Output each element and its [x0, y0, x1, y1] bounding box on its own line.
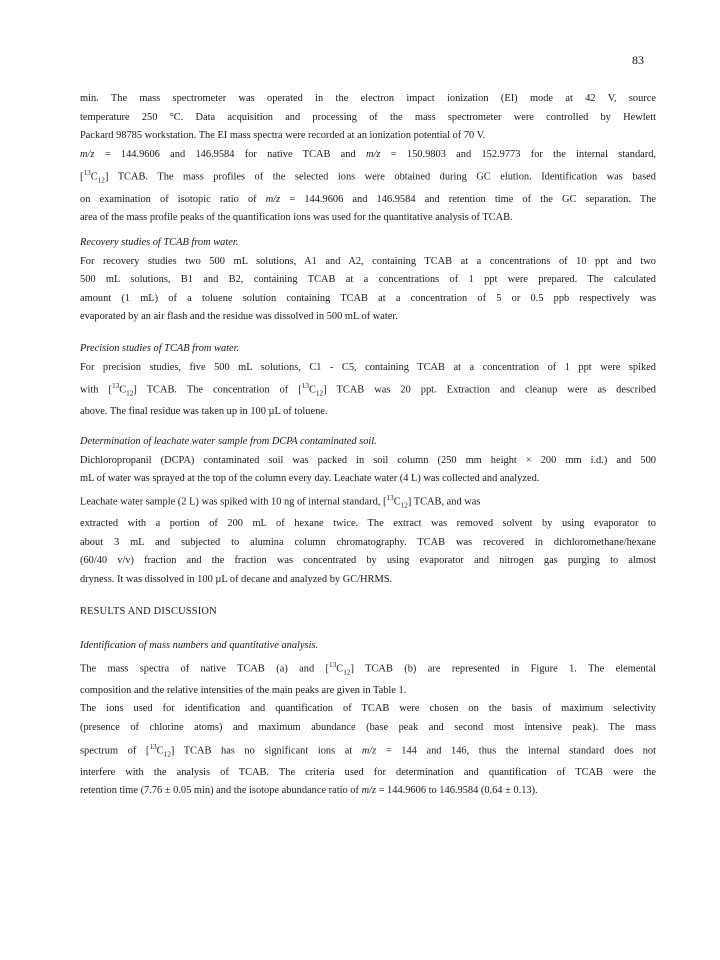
text-line: spectrum of $[^{13}C_{12}]$ TCAB has no significant ions at m/z = 144 and 146, thus the internal standard does not [80, 742, 656, 759]
intro-paragraph [80, 90, 656, 228]
text-line: area of the mass profile peaks of the quantification ions was used for the quantitative analysis of TCAB. [80, 212, 513, 224]
text-line: retention time (7.76 ± 0.05 min) and the isotope abundance ratio of m/z = 144.9606 to 146.9584 (0.64 ± 0.13). [80, 785, 538, 797]
text-line: on examination of isotopic ratio of m/z = 144.9606 and 146.9584 and retention time of the GC separation. The [80, 193, 656, 205]
text-line: 500 mL solutions, B1 and B2, containing TCAB at a concentrations of 1 ppt were prepared. The calculated [80, 274, 656, 286]
text-line: evaporated by an air flash and the residue was dissolved in 500 mL of water. [80, 311, 398, 323]
text-line: (presence of chlorine atoms) and maximum abundance (base peak and second most intensive peak). The mass [80, 721, 656, 733]
text-line: min. The mass spectrometer was operated in the electron impact ionization (EI) mode at 42 V, source [80, 93, 656, 104]
text-line: (60/40 v/v) fraction and the fraction was concentrated by using evaporator and nitrogen gas purging to almost [80, 555, 656, 567]
text-line: The ions used for identification and quantification of TCAB were chosen on the basis of maximum selectivity [80, 703, 656, 715]
text-line: Dichloropropanil (DCPA) contaminated soil was packed in soil column (250 mm height × 200 mm i.d.) and 500 [80, 454, 656, 466]
results-section [80, 637, 656, 801]
text-line: interfere with the analysis of TCAB. The criteria used for determination and quantification of TCAB were the [80, 766, 656, 778]
section-heading: Identification of mass numbers and quantitative analysis. [80, 640, 319, 651]
text-line: composition and the relative intensities of the main peaks are given in Table 1. [80, 684, 407, 696]
text-line: Packard 98785 workstation. The EI mass spectra were recorded at an ionization potential of 70 V. [80, 130, 486, 142]
text-line: mL of water was sprayed at the top of the column every day. Leachate water (4 L) was collected and analyzed. [80, 473, 540, 485]
text-line: about 3 mL and subjected to alumina column chromatography. TCAB was recovered in dichloromethane/hexane [80, 536, 656, 548]
text-line: extracted with a portion of 200 mL of hexane twice. The extract was removed solvent by using evaporator to [80, 517, 656, 529]
text-line: The mass spectra of native TCAB (a) and $[^{13}C_{12}]$ TCAB (b) are represented in Figure 1. The elemental [80, 660, 657, 677]
leachate-section [80, 433, 656, 589]
section-heading: Determination of leachate water sample from DCPA contaminated soil. [80, 436, 377, 447]
text-line: dryness. It was dissolved in 100 µL of decane and analyzed by GC/HRMS. [80, 573, 393, 585]
text-line: For precision studies, five 500 mL solutions, C1 - C5, containing TCAB at a concentration of 1 ppt were spiked [80, 361, 656, 373]
precision-section [80, 340, 656, 422]
text-line: above. The final residue was taken up in 100 µL of toluene. [80, 406, 328, 418]
text-line: m/z = 144.9606 and 146.9584 for native TCAB and m/z = 150.9803 and 152.9773 for the internal standard, [80, 148, 657, 160]
section-title: RESULTS AND DISCUSSION [80, 606, 217, 617]
text-line: amount (1 mL) of a toluene solution containing TCAB at a concentration of 5 or 0.5 ppb respectively was [80, 292, 656, 304]
text-line: Leachate water sample (2 L) was spiked with 10 ng of internal standard, $[^{13}C_{12}]$ TCAB, and was [80, 493, 481, 510]
text-line: temperature 250 °C. Data acquisition and processing of the mass spectrometer were controlled by Hewlett [80, 111, 656, 123]
page-number: 83 [632, 53, 644, 67]
text-line: with $[^{13}C_{12}]$ TCAB. The concentration of $[^{13}C_{12}]$ TCAB was 20 ppt. Extraction and cleanup were as described [80, 382, 656, 398]
results-title-block [80, 603, 656, 622]
text-line: $[^{13}C_{12}]$ TCAB. The mass profiles of the selected ions were obtained during GC elution. Identification was based [80, 169, 656, 185]
section-heading: Precision studies of TCAB from water. [80, 343, 240, 354]
section-heading: Recovery studies of TCAB from water. [80, 237, 239, 248]
text-line: For recovery studies two 500 mL solutions, A1 and A2, containing TCAB at a concentrations of 10 ppt and two [80, 255, 656, 267]
recovery-section [80, 234, 656, 327]
